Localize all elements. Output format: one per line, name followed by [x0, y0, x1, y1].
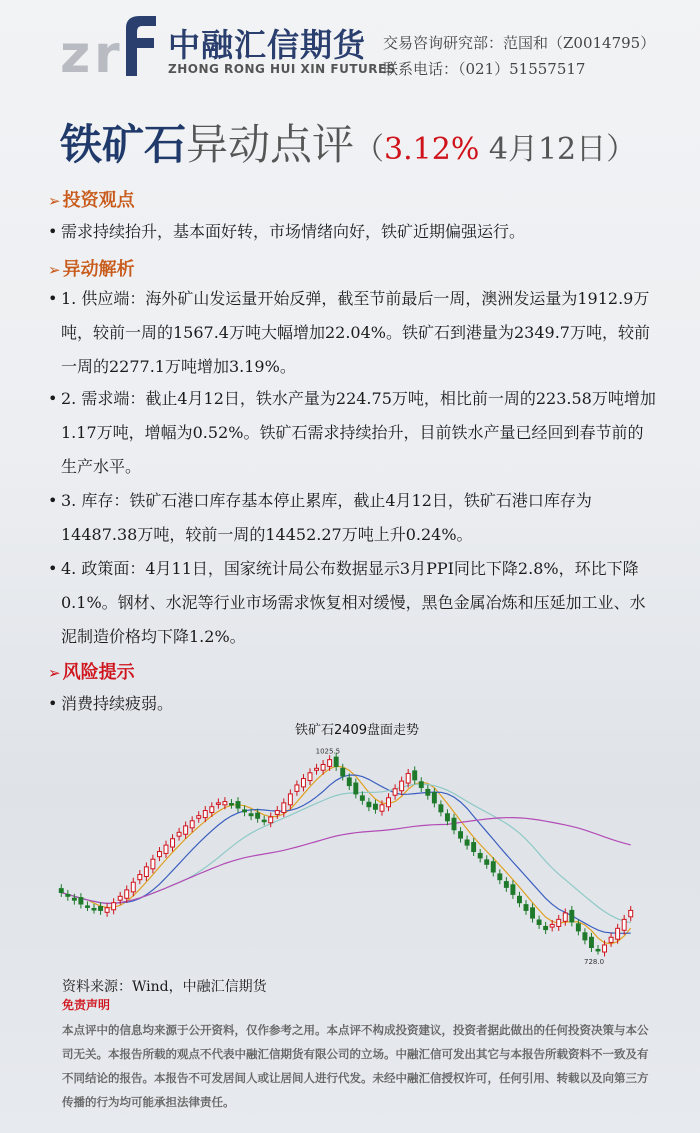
candle-body [517, 896, 521, 902]
candle-body [432, 793, 436, 803]
candle-body [583, 933, 587, 940]
arrow-icon: ➢ [48, 664, 61, 682]
candle-body [105, 908, 109, 912]
candle-body [354, 783, 358, 794]
candle-body [262, 820, 266, 822]
disclaimer-body: 本点评中的信息均来源于公开资料，仅作参考之用。本点评不构成投资建议，投资者据此做出的任何投资决策与本公司无关。本报告所载的观点不代表中融汇信期货有限公司的立场。中融汇信可发出其它与本报告所载资料不一致及有不同结论的报告。本报告不可发居间人或让居间人进行代发。未经中融汇信授权许可，任何引用、转载以及向第三方传播的行为均可能承担法律责任。 [62, 1023, 649, 1109]
candle-body [315, 768, 319, 770]
candle-body [275, 811, 279, 815]
candle-body [531, 908, 535, 918]
candle-body [485, 860, 489, 864]
candle-body [380, 805, 384, 811]
candle-body [85, 906, 89, 908]
candle-body [151, 859, 155, 869]
candle-body [125, 890, 129, 898]
candle-body [589, 937, 593, 947]
candle-body [459, 832, 463, 838]
list-item: • 消费持续疲弱。 [48, 694, 174, 713]
list-item: • 需求持续抬升，基本面好转，市场情绪向好，铁矿近期偏强运行。 [48, 222, 526, 241]
ma20-line [61, 784, 630, 923]
candle-body [66, 894, 70, 896]
candle-body [72, 898, 76, 900]
candle-body [138, 875, 142, 880]
candle-body [439, 805, 443, 812]
candle-body [157, 852, 161, 857]
candle-body [400, 781, 404, 791]
candle-body [445, 814, 449, 821]
candle-body [243, 810, 247, 812]
candle-body [301, 779, 305, 787]
candle-body [465, 840, 469, 845]
disclaimer-title: 免责声明 [62, 998, 111, 1012]
price-chart [52, 720, 662, 978]
candle-body [550, 924, 554, 927]
candle-body [59, 889, 63, 893]
candle-body [79, 898, 83, 904]
candle-body [413, 771, 417, 780]
data-source: 资料来源：Wind，中融汇信期货 [62, 979, 267, 995]
chart-annotation: 1025.5 [315, 747, 341, 756]
contact-phone: 联系电话：（021）51557517 [383, 60, 586, 78]
candle-body [367, 802, 371, 806]
section-head-risk: ➢ 风险提示 [48, 662, 135, 683]
candle-body [472, 843, 476, 852]
candle-body [223, 802, 227, 805]
candle-body [426, 789, 430, 795]
candle-body [321, 764, 325, 770]
candle-body [387, 798, 391, 807]
title-kind: 异动点评 [186, 120, 355, 169]
candle-body [576, 924, 580, 931]
candle-body [216, 803, 220, 805]
candle-body [295, 785, 299, 791]
logo-chinese-name: 中融汇信期货 [168, 26, 367, 64]
candle-body [347, 778, 351, 786]
company-logo-icon [60, 14, 160, 80]
candle-body [406, 773, 410, 783]
contact-info [383, 30, 655, 82]
candle-body [249, 814, 253, 816]
candle-body [269, 817, 273, 823]
candle-body [184, 826, 188, 834]
candle-body [419, 782, 423, 788]
candle-body [393, 789, 397, 795]
candle-body [360, 796, 364, 800]
candle-body [197, 816, 201, 819]
ma10-line [61, 775, 630, 933]
candle-body [478, 853, 482, 857]
candle-body [256, 813, 260, 818]
list-item: • 3. 库存：铁矿石港口库存基本停止累库，截止4月12日，铁矿石港口库存为14487.38万吨，较前一周的14452.27万吨上升0.24%。 [48, 491, 592, 544]
candle-body [144, 867, 148, 877]
candle-body [537, 920, 541, 924]
candle-body [236, 802, 240, 808]
candle-body [452, 818, 456, 830]
candle-body [328, 760, 332, 767]
header [0, 0, 700, 100]
candle-body [131, 882, 135, 892]
candle-body [596, 949, 600, 951]
arrow-icon: ➢ [48, 261, 61, 279]
title-paren: （ [354, 132, 385, 167]
candle-body [99, 907, 103, 911]
section-head-analysis: ➢ 异动解析 [48, 259, 135, 280]
candle-body [92, 908, 96, 910]
candle-body [112, 903, 116, 910]
candle-body [164, 845, 168, 853]
candle-body [570, 910, 574, 922]
candle-body [544, 926, 548, 929]
svg-text:z: z [60, 25, 91, 80]
contact-researcher: 交易咨询研究部：范国和（Z0014795） [383, 34, 656, 52]
candle-body [629, 910, 633, 916]
candle-body [203, 811, 207, 818]
candle-body [491, 862, 495, 872]
list-item: • 4. 政策面：4月11日，国家统计局公布数据显示3月PPI同比下降2.8%，环比下降0.1%。钢材、水泥等行业市场需求恢复相对缓慢，黑色金属冶炼和压延加工业、水泥制造价格均下降1.2%。 [48, 559, 646, 646]
candle-body [603, 945, 607, 952]
list-item: • 2. 需求端：截止4月12日，铁水产量为224.75万吨，相比前一周的223.58万吨增加1.17万吨，增幅为0.52%。铁矿石需求持续抬升，目前铁水产量已经回到春节前的生产水平。 [48, 389, 656, 476]
candle-body [511, 885, 515, 895]
candle-body [557, 919, 561, 926]
title-commodity: 铁矿石 [60, 120, 187, 169]
arrow-icon: ➢ [48, 192, 61, 210]
candle-body [622, 919, 626, 930]
candle-body [504, 882, 508, 888]
candle-body [177, 832, 181, 836]
title-date: 4月12日） [479, 132, 637, 167]
candle-body [229, 804, 233, 806]
candle-body [190, 821, 194, 828]
section-head-view: ➢ 投资观点 [48, 190, 135, 211]
candle-body [308, 773, 312, 781]
candle-body [334, 757, 338, 766]
candle-body [616, 928, 620, 939]
chart-annotation: 728.0 [584, 958, 605, 967]
logo-english-name: ZHONG RONG HUI XIN FUTURES [168, 62, 396, 76]
candle-body [210, 807, 214, 813]
list-item: • 1. 供应端：海外矿山发运量开始反弹，截至节前最后一周，澳洲发运量为1912.9万吨，较前一周的1567.4万吨大幅增加22.04%。铁矿石到港量为2349.7万吨，较前一周的2277.1万吨增加3.19%。 [48, 289, 650, 376]
candle-body [524, 905, 528, 911]
chart-title: 铁矿石2409盘面走势 [294, 723, 420, 738]
svg-text:r: r [94, 25, 120, 80]
candle-body [609, 937, 613, 942]
candle-body [118, 896, 122, 900]
candle-body [341, 768, 345, 776]
candle-body [171, 839, 175, 847]
candle-body [288, 794, 292, 805]
candle-body [563, 913, 567, 921]
candle-body [498, 874, 502, 880]
candle-body [373, 804, 377, 809]
candle-body [282, 803, 286, 813]
report-title [60, 112, 636, 172]
title-change-pct: 3.12% [384, 132, 480, 167]
